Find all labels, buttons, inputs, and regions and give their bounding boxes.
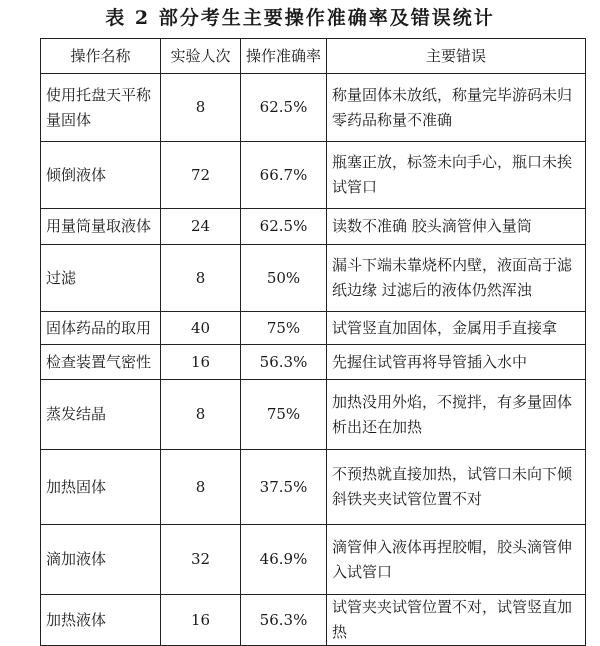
table-row — [41, 312, 586, 345]
operation-name-cell: 加热固体 — [41, 450, 161, 525]
header-operation-name: 操作名称 — [41, 39, 161, 74]
main-error-cell: 滴管伸入液体再捏胶帽，胶头滴管伸入试管口 — [327, 525, 586, 595]
table-row — [41, 209, 586, 245]
table-row — [41, 245, 586, 312]
operation-name-cell: 检查装置气密性 — [41, 345, 161, 380]
main-error-cell: 瓶塞正放，标签未向手心，瓶口未挨试管口 — [327, 142, 586, 209]
main-error-cell: 先握住试管再将导管插入水中 — [327, 345, 586, 380]
main-error-cell: 加热没用外焰，不搅拌，有多量固体析出还在加热 — [327, 380, 586, 450]
trial-count-cell: 8 — [161, 450, 241, 525]
main-error-cell: 称量固体未放纸，称量完毕游码未归零药品称量不准确 — [327, 74, 586, 142]
stats-table — [40, 38, 586, 646]
operation-name-cell: 过滤 — [41, 245, 161, 312]
main-error-cell: 试管竖直加固体，金属用手直接拿 — [327, 312, 586, 345]
accuracy-rate-cell: 75% — [241, 312, 327, 345]
table-row — [41, 525, 586, 595]
header-accuracy-rate: 操作准确率 — [241, 39, 327, 74]
accuracy-rate-cell: 50% — [241, 245, 327, 312]
operation-name-cell: 蒸发结晶 — [41, 380, 161, 450]
main-error-cell: 不预热就直接加热，试管口未向下倾斜铁夹夹试管位置不对 — [327, 450, 586, 525]
table-row — [41, 595, 586, 646]
trial-count-cell: 16 — [161, 595, 241, 646]
accuracy-rate-cell: 75% — [241, 380, 327, 450]
main-error-cell: 试管夹夹试管位置不对，试管竖直加热 — [327, 595, 586, 646]
table-row — [41, 380, 586, 450]
operation-name-cell: 用量筒量取液体 — [41, 209, 161, 245]
operation-name-cell: 加热液体 — [41, 595, 161, 646]
table-row — [41, 345, 586, 380]
trial-count-cell: 16 — [161, 345, 241, 380]
trial-count-cell: 32 — [161, 525, 241, 595]
main-error-cell: 读数不准确 胶头滴管伸入量筒 — [327, 209, 586, 245]
trial-count-cell: 8 — [161, 380, 241, 450]
table-row — [41, 450, 586, 525]
header-row — [41, 39, 586, 74]
main-error-cell: 漏斗下端未靠烧杯内壁，液面高于滤纸边缘 过滤后的液体仍然浑浊 — [327, 245, 586, 312]
operation-name-cell: 使用托盘天平称量固体 — [41, 74, 161, 142]
accuracy-rate-cell: 56.3% — [241, 595, 327, 646]
operation-name-cell: 滴加液体 — [41, 525, 161, 595]
trial-count-cell: 72 — [161, 142, 241, 209]
table-header — [41, 39, 586, 74]
accuracy-rate-cell: 66.7% — [241, 142, 327, 209]
header-main-errors: 主要错误 — [327, 39, 586, 74]
trial-count-cell: 8 — [161, 245, 241, 312]
accuracy-rate-cell: 62.5% — [241, 74, 327, 142]
operation-name-cell: 固体药品的取用 — [41, 312, 161, 345]
table-title: 表 2 部分考生主要操作准确率及错误统计 — [105, 7, 495, 29]
table-body — [41, 74, 586, 646]
accuracy-rate-cell: 56.3% — [241, 345, 327, 380]
operation-name-cell: 倾倒液体 — [41, 142, 161, 209]
header-trial-count: 实验人次 — [161, 39, 241, 74]
trial-count-cell: 40 — [161, 312, 241, 345]
table-row — [41, 142, 586, 209]
trial-count-cell: 8 — [161, 74, 241, 142]
table-row — [41, 74, 586, 142]
accuracy-rate-cell: 37.5% — [241, 450, 327, 525]
accuracy-rate-cell: 46.9% — [241, 525, 327, 595]
trial-count-cell: 24 — [161, 209, 241, 245]
accuracy-rate-cell: 62.5% — [241, 209, 327, 245]
